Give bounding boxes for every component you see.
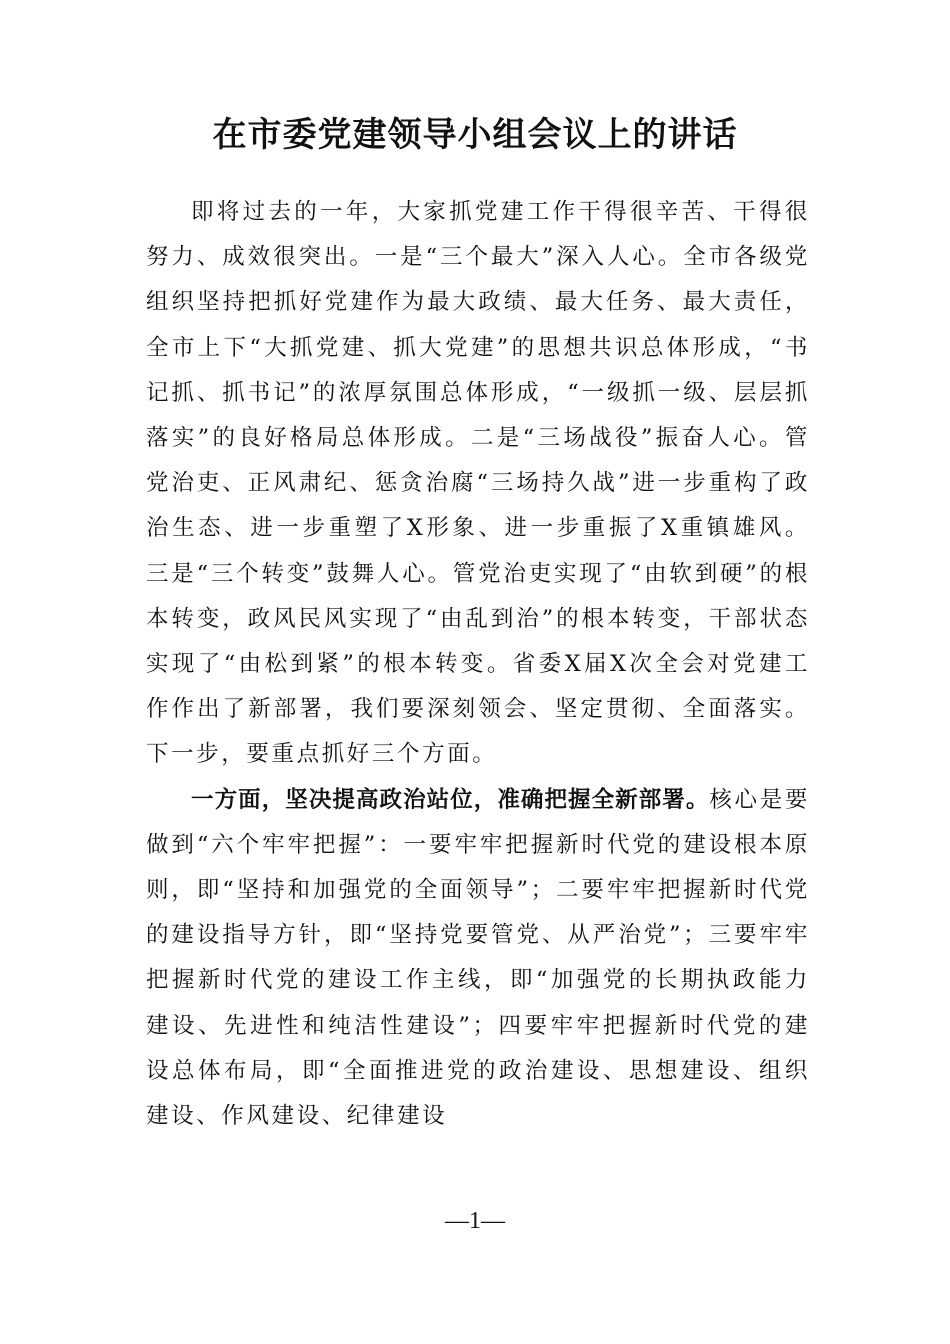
paragraph-body: 核心是要做到“六个牢牢把握”：一要牢牢把握新时代党的建设根本原则，即“坚持和加强党的全面领导”；二要牢牢把握新时代党的建设指导方针，即“坚持党要管党、从严治党”；三要牢牢把握新时代党的建设工作主线，即“加强党的长期执政能力建设、先进性和纯洁性建设”；四要牢牢把握新时代党的建设总体布局，即“全面推进党的政治建设、思想建设、组织建设、作风建设、纪律建设 [146, 786, 810, 1130]
document-body [146, 190, 810, 1139]
paragraph-first-aspect [146, 778, 810, 1140]
document-title: 在市委党建领导小组会议上的讲话 [212, 115, 738, 155]
page-number: —1— [445, 1208, 505, 1234]
paragraph-heading: 一方面，坚决提高政治站位，准确把握全新部署。 [191, 786, 710, 813]
paragraph-intro: 即将过去的一年，大家抓党建工作干得很辛苦、干得很努力、成效很突出。一是“三个最大”深入人心。全市各级党组织坚持把抓好党建作为最大政绩、最大任务、最大责任，全市上下“大抓党建、抓大党建”的思想共识总体形成，“书记抓、抓书记”的浓厚氛围总体形成，“一级抓一级、层层抓落实”的良好格局总体形成。二是“三场战役”振奋人心。管党治吏、正风肃纪、惩贪治腐“三场持久战”进一步重构了政治生态、进一步重塑了X形象、进一步重振了X重镇雄风。三是“三个转变”鼓舞人心。管党治吏实现了“由软到硬”的根本转变，政风民风实现了“由乱到治”的根本转变，干部状态实现了“由松到紧”的根本转变。省委X届X次全会对党建工作作出了新部署，我们要深刻领会、坚定贯彻、全面落实。下一步，要重点抓好三个方面。 [146, 199, 810, 768]
